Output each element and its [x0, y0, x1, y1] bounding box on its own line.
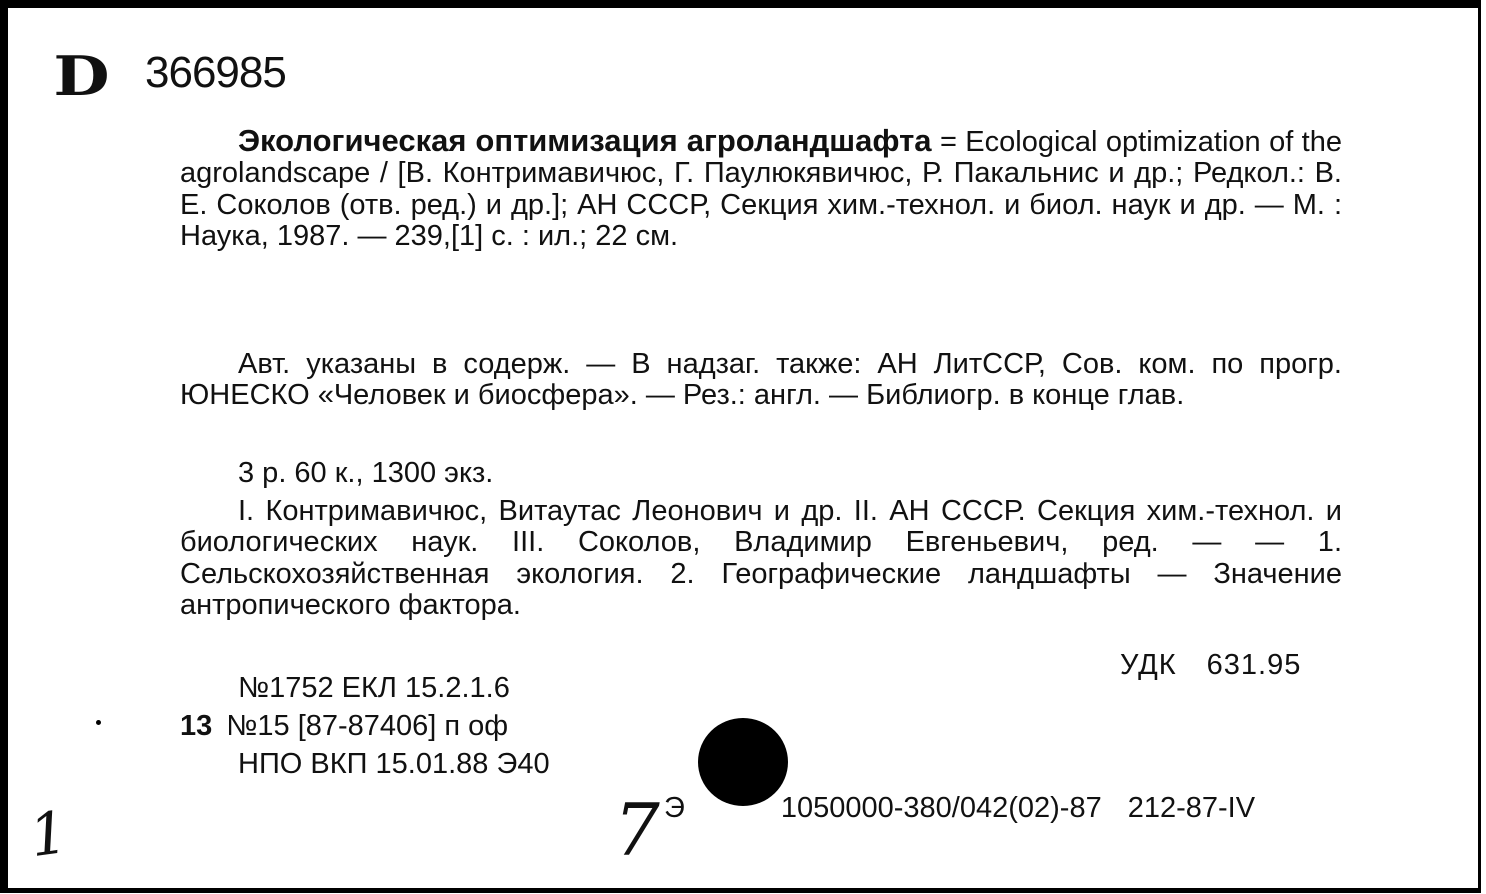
tracings-paragraph: I. Контримавичюс, Витаутас Леонович и др. II. АН СССР. Секция хим.-технол. и биологических наук. III. Соколов, Владимир Евгеньевич, ред. — — 1. Сельскохозяйственная экология. 2. Географические ландшафты — Значение антропического фактора.: [180, 495, 1342, 622]
handwritten-number-left: 1: [25, 797, 72, 871]
handwritten-number-bottom: 7: [614, 788, 660, 872]
udc-value: 631.95: [1206, 649, 1302, 681]
card-number: 212-87-IV: [1127, 792, 1256, 824]
udc-label: УДК: [1120, 649, 1177, 681]
book-title: Экологическая оптимизация агроландшафта: [238, 123, 932, 158]
bbk-letter: Э: [664, 792, 685, 824]
ink-blot: [698, 718, 788, 806]
udc-line: [1120, 649, 1301, 682]
code-line-1: №1752 ЕКЛ 15.2.1.6: [238, 672, 510, 704]
code-line-2-prefix: 13: [180, 710, 213, 742]
description-text: = Ecological optimization of the agrolandscape / [В. Контримавичюс, Г. Паулюкявичюс, Р. Пакальнис и др.; Редкол.: В. Е. Соколов (отв. ред.) и др.]; АН СССР, Секция хим.-технол. и биол. наук и др. — М. : Наука, 1987. — 239,[1] с. : ил.; 22 см.: [180, 126, 1342, 253]
accession-number: 366985: [145, 48, 286, 97]
bibliographic-description: [180, 125, 1342, 253]
ink-dot: [96, 720, 101, 725]
code-line-3: НПО ВКП 15.01.88 Э40: [238, 748, 550, 780]
code-line-2: [180, 710, 508, 743]
handwritten-mark: D: [53, 44, 110, 108]
price-line: 3 р. 60 к., 1300 экз.: [238, 457, 494, 489]
bbk-code: 1050000-380/042(02)-87: [780, 792, 1102, 824]
notes-paragraph: Авт. указаны в содерж. — В надзаг. также: АН ЛитССР, Сов. ком. по прогр. ЮНЕСКО «Человек и биосфера». — Рез.: англ. — Библиогр. в конце глав.: [180, 348, 1342, 412]
code-line-2-text: №15 [87-87406] п оф: [226, 710, 509, 742]
